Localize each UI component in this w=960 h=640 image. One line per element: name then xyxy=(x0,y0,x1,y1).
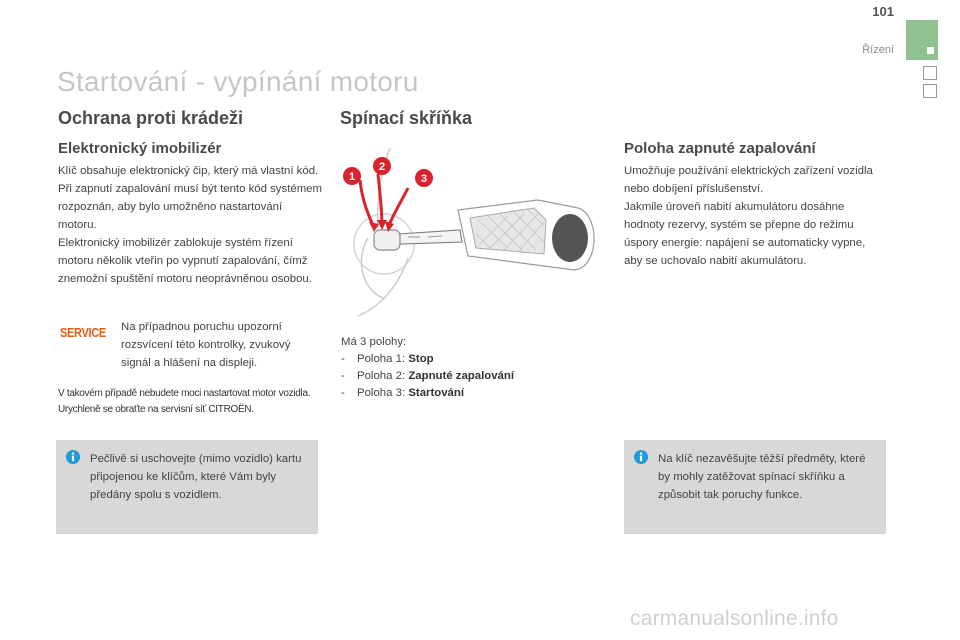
svg-text:2: 2 xyxy=(378,161,386,173)
list-item xyxy=(341,385,581,402)
warning-text: V takovém případě nebudete moci nastartovat motor vozidla. Urychleně se obraťte na servisní síť CITROËN. xyxy=(58,388,311,415)
info-box-right xyxy=(624,440,886,534)
square-icon xyxy=(927,47,934,54)
service-text: Na případnou poruchu upozorní rozsvícení této kontrolky, zvukový signál a hlášení na displeji. xyxy=(121,321,291,369)
position-label: Poloha 3: xyxy=(357,387,406,399)
svg-text:1: 1 xyxy=(348,171,356,183)
position-label: Poloha 1: xyxy=(357,353,406,365)
list-dash: - xyxy=(341,353,345,365)
page-title: Startování - vypínání motoru xyxy=(57,66,419,97)
position-value: Zapnuté zapalování xyxy=(408,370,515,382)
section-tab[interactable] xyxy=(906,20,938,60)
info-icon xyxy=(634,450,648,464)
tab-box-icon[interactable] xyxy=(923,66,937,80)
position-marker-2 xyxy=(373,157,391,175)
immobilizer-heading: Elektronický imobilizér xyxy=(58,140,222,157)
positions-list xyxy=(341,334,581,402)
paragraph: Elektronický imobilizér zablokuje systém řízení motoru několik vteřin po vypnutí zapalování, čímž znemožní spuštění motoru neoprávněnou osobou. xyxy=(58,237,312,285)
paragraph: Umožňuje používání elektrických zařízení vozidla nebo dobíjení příslušenství. xyxy=(624,165,873,195)
page-number: 101 xyxy=(872,4,894,19)
list-item xyxy=(341,351,581,368)
ignition-on-heading: Poloha zapnuté zapalování xyxy=(624,140,816,157)
info-text: Pečlivě si uschovejte (mimo vozidlo) kartu připojenou ke klíčům, které Vám byly předány spolu s vozidlem. xyxy=(90,453,302,501)
ignition-key-illustration xyxy=(338,138,608,318)
ignition-switch-heading: Spínací skříňka xyxy=(340,108,473,128)
paragraph: Klíč obsahuje elektronický čip, který má vlastní kód. Při zapnutí zapalování musí být tento kód systémem rozpoznán, aby bylo umožněno nastartování motoru. xyxy=(58,165,323,231)
position-label: Poloha 2: xyxy=(357,370,406,382)
info-box-left xyxy=(56,440,318,534)
position-value: Startování xyxy=(408,387,465,399)
immobilizer-text xyxy=(58,162,322,288)
theft-protection-heading: Ochrana proti krádeži xyxy=(58,108,244,128)
position-marker-1 xyxy=(343,167,361,185)
info-icon xyxy=(66,450,80,464)
info-text: Na klíč nezavěšujte těžší předměty, které by mohly zatěžovat spínací skříňku a způsobit tak poruchy funkce. xyxy=(658,453,866,501)
list-dash: - xyxy=(341,370,345,382)
position-value: Stop xyxy=(408,353,434,365)
section-name: Řízení xyxy=(862,44,894,56)
ignition-on-text xyxy=(624,162,886,270)
list-item xyxy=(341,368,581,385)
positions-intro: Má 3 polohy: xyxy=(341,336,407,348)
tab-box-icon[interactable] xyxy=(923,84,937,98)
watermark: carmanualsonline.info xyxy=(630,607,839,630)
position-marker-3 xyxy=(415,169,433,187)
list-dash: - xyxy=(341,387,345,399)
paragraph: Jakmile úroveň nabití akumulátoru dosáhne hodnoty rezervy, systém se přepne do režimu úspory energie: napájení se automaticky vypne, aby se uchovalo nabití akumulátoru. xyxy=(624,201,866,267)
svg-text:3: 3 xyxy=(420,173,428,185)
service-warning-lamp-icon: SERVICE xyxy=(60,325,101,343)
